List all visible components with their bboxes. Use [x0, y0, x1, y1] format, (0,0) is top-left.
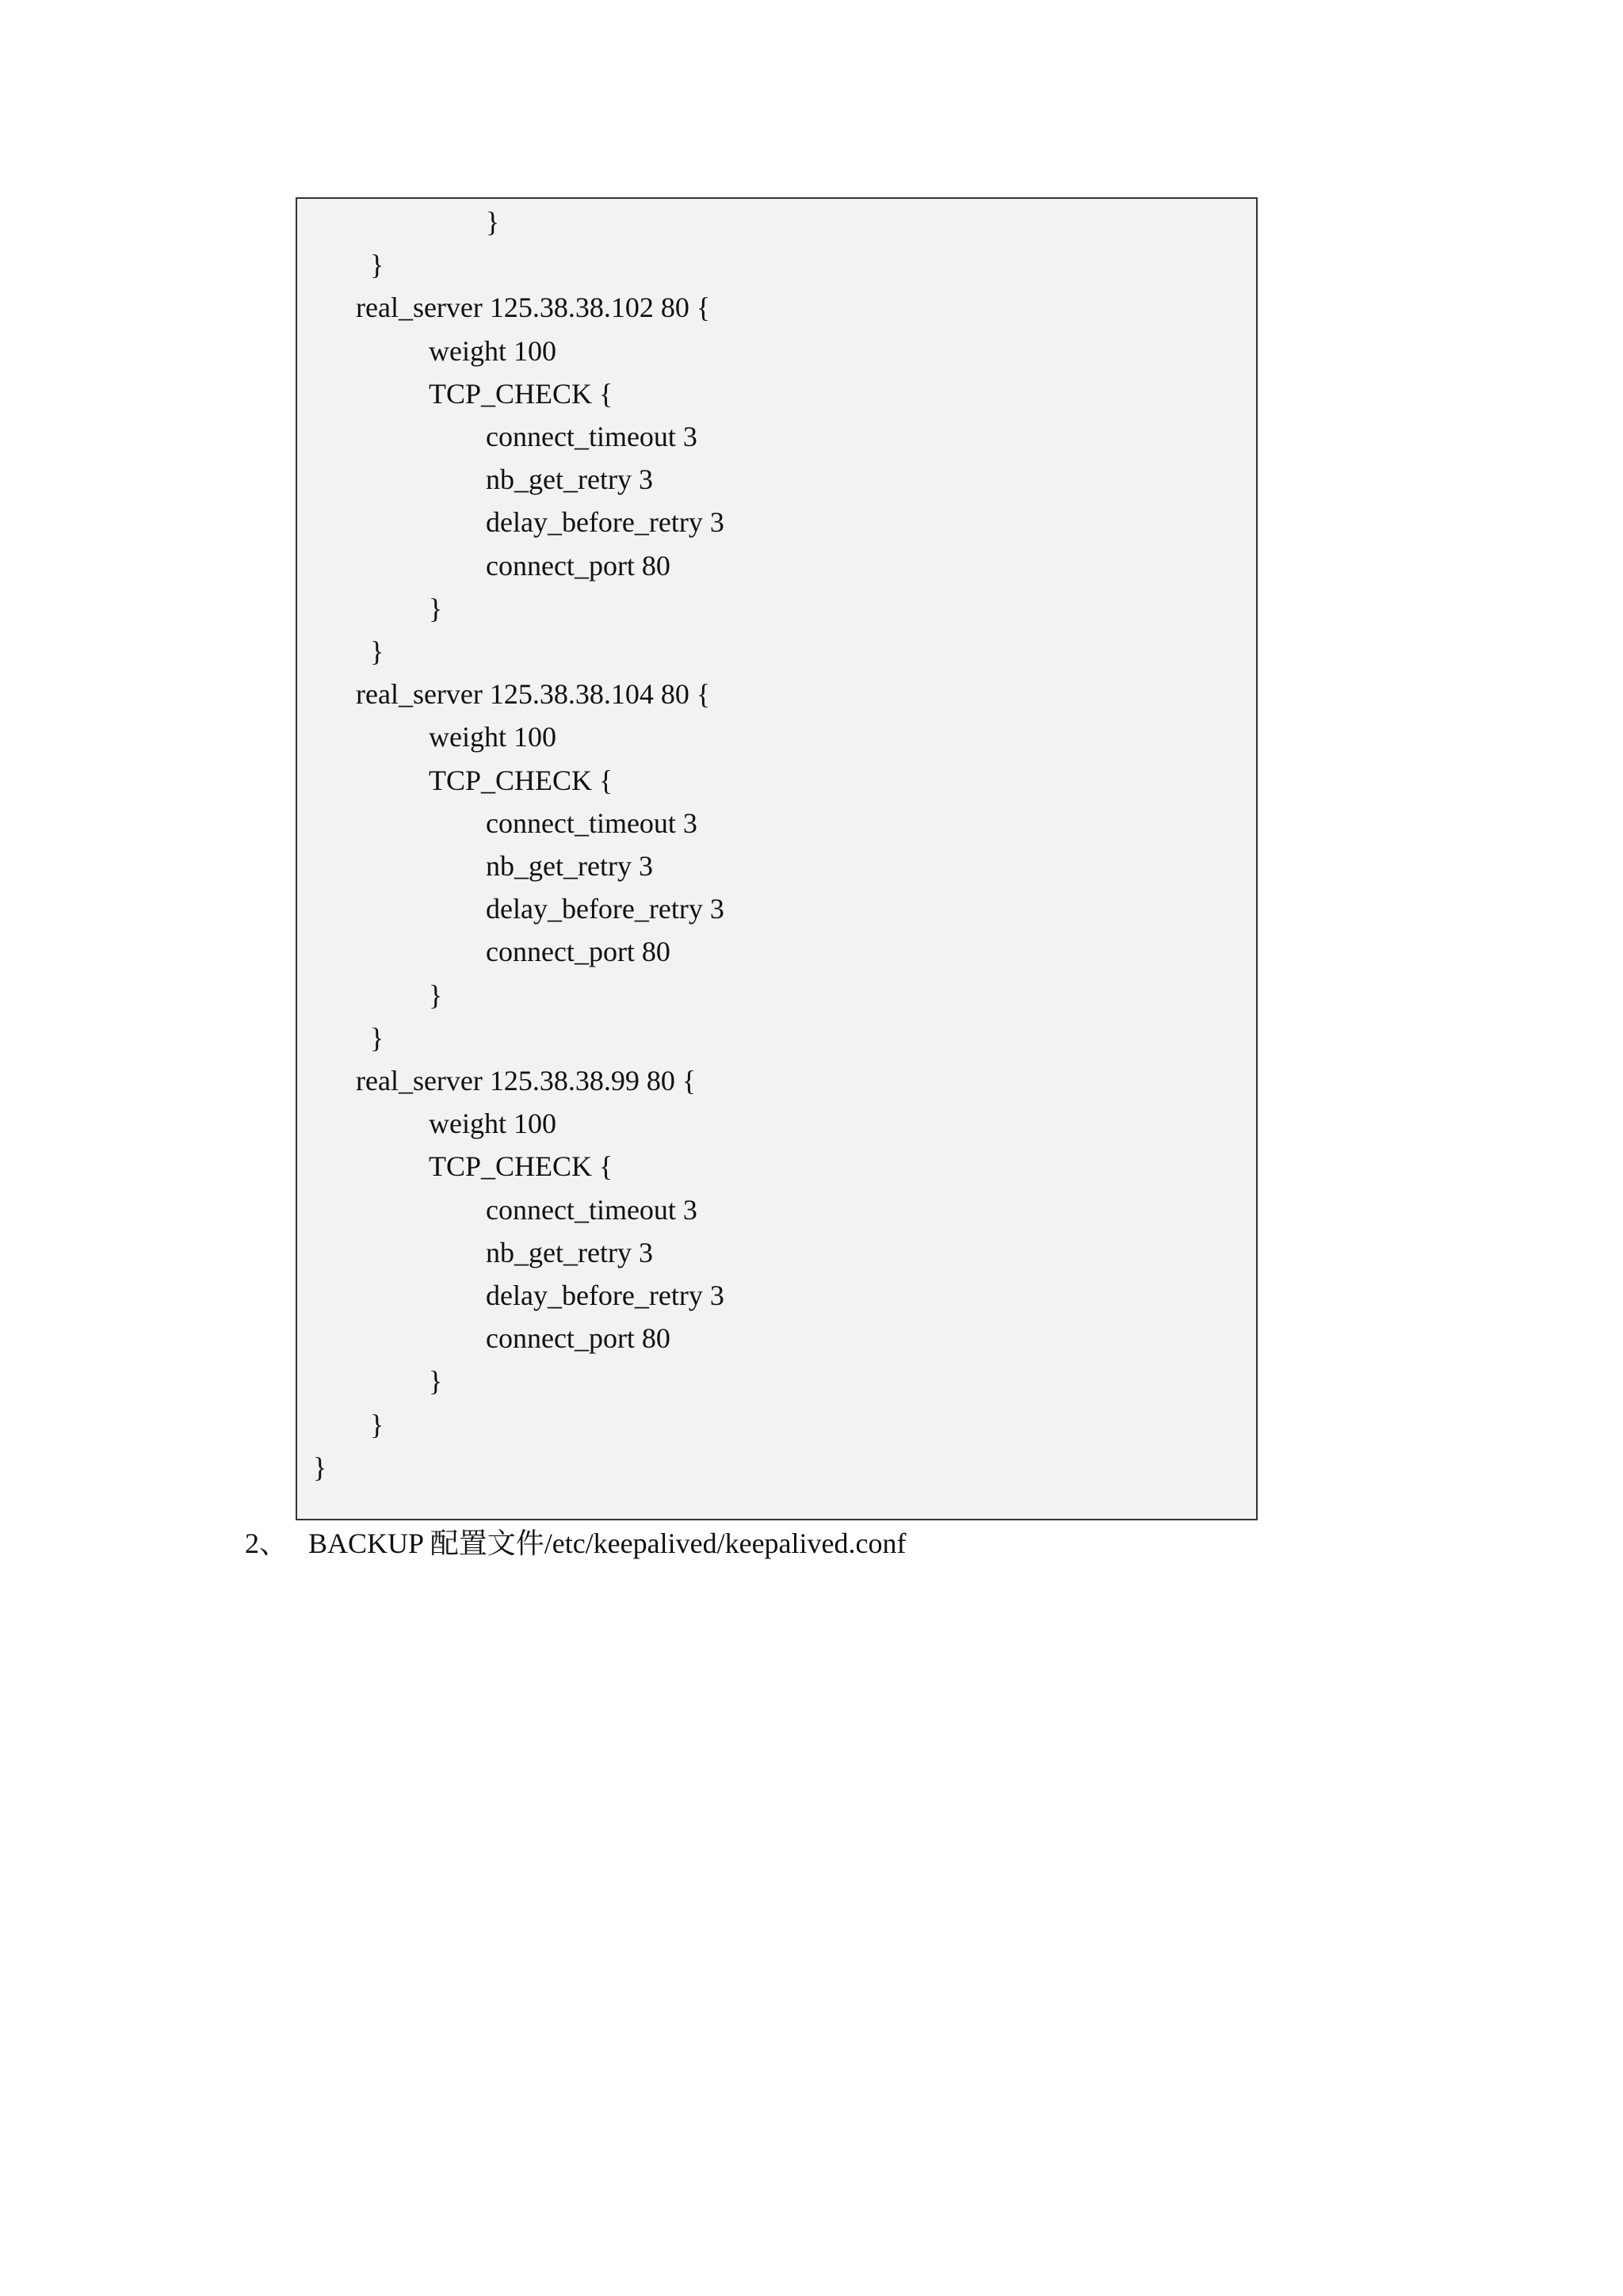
code-line: delay_before_retry 3 [486, 893, 724, 925]
code-line: connect_port 80 [486, 550, 670, 582]
code-line: delay_before_retry 3 [486, 1280, 724, 1311]
caption-number: 2、 [245, 1527, 288, 1559]
code-line: TCP_CHECK { [429, 1150, 613, 1182]
code-line: } [429, 979, 443, 1011]
caption-text: BACKUP 配置文件/etc/keepalived/keepalived.conf [308, 1527, 907, 1559]
code-line: real_server 125.38.38.104 80 { [356, 678, 711, 710]
code-line: } [313, 1451, 327, 1483]
code-line: } [486, 206, 500, 238]
code-lines [297, 199, 1256, 1519]
code-line: weight 100 [429, 1108, 556, 1139]
code-line: connect_timeout 3 [486, 421, 697, 452]
code-line: } [429, 593, 443, 624]
code-line: connect_timeout 3 [486, 1194, 697, 1226]
code-line: delay_before_retry 3 [486, 506, 724, 538]
code-line: nb_get_retry 3 [486, 1237, 653, 1268]
code-line: weight 100 [429, 721, 556, 753]
code-line: TCP_CHECK { [429, 765, 613, 796]
code-line: } [429, 1365, 443, 1397]
code-line: connect_port 80 [486, 1322, 670, 1354]
code-line: weight 100 [429, 335, 556, 367]
code-line: real_server 125.38.38.99 80 { [356, 1065, 697, 1097]
code-line: nb_get_retry 3 [486, 463, 653, 495]
code-line: nb_get_retry 3 [486, 850, 653, 882]
code-line: } [370, 1022, 384, 1054]
code-line: } [370, 1409, 384, 1440]
code-line: connect_port 80 [486, 936, 670, 967]
code-line: real_server 125.38.38.102 80 { [356, 292, 711, 323]
code-block [296, 197, 1258, 1520]
code-line: } [370, 249, 384, 280]
code-line: connect_timeout 3 [486, 807, 697, 839]
code-line: } [370, 635, 384, 667]
section-caption [245, 1526, 907, 1561]
code-line: TCP_CHECK { [429, 378, 613, 410]
